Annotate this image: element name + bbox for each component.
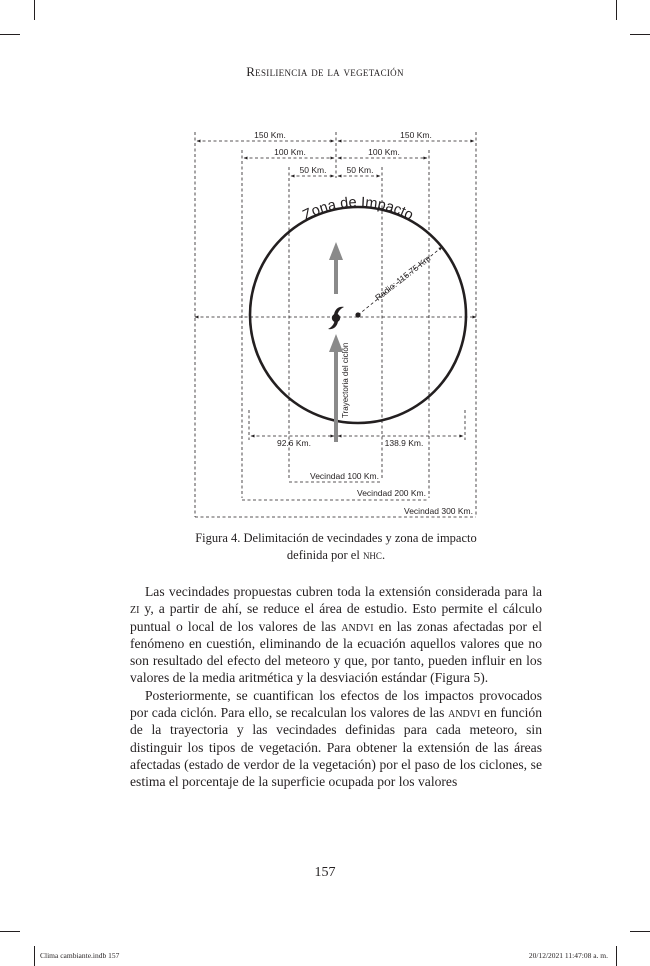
- caption-line: [130, 547, 542, 564]
- crop-mark: [34, 946, 35, 966]
- trajectory-label: Trayectoria del ciclón: [341, 342, 350, 418]
- abbr-andvi: andvi: [448, 705, 481, 721]
- figure-caption: [130, 530, 542, 564]
- dimension-label: 150 Km.: [254, 130, 286, 140]
- crop-mark: [630, 931, 650, 932]
- dimension-label: 50 Km.: [346, 165, 374, 175]
- caption-text: .: [381, 548, 386, 562]
- caption-line: Figura 4. Delimitación de vecindades y zona de impacto: [195, 531, 477, 545]
- slug-right: 20/12/2021 11:47:08 a. m.: [528, 951, 608, 960]
- text-run: en función de la trayectoria y las vecindades definidas para cada meteoro, sin distinguir los tipos de vegetación. Para obtener la extensión de las áreas afectadas (estado de verdor de la vegetación) por el paso de los ciclones, se estima el porcentaje de la superficie ocupada por los valores: [130, 705, 542, 790]
- crop-mark: [616, 946, 617, 966]
- caption-abbr: nhc: [362, 548, 382, 562]
- page-number: 157: [314, 865, 336, 880]
- running-head: Resiliencia de la vegetación: [246, 64, 404, 79]
- paragraph: [130, 687, 542, 791]
- vicinity-100-label: Vecindad 100 Km.: [310, 471, 379, 481]
- radius-label: Radio: 115.75 Km: [373, 253, 433, 303]
- dimension-label: 138.9 Km.: [384, 438, 424, 448]
- abbr-zi: zi: [130, 601, 140, 617]
- text-run: en las zonas afectadas por el fenómeno en cuestión, eliminando de la ecuación aquellos valores que no son resultado del efecto del meteoro y que, por tanto, pueden influir en los valores de la media aritmética y la desviación estándar (Figura 5).: [130, 618, 543, 686]
- hurricane-icon: [328, 307, 344, 329]
- trajectory-arrow-head: [329, 242, 343, 260]
- slug-left: Clima cambiante.indb 157: [40, 951, 120, 960]
- paragraph: [130, 583, 542, 687]
- circle-center: [355, 312, 360, 317]
- dimension-label: 92.6 Km.: [276, 438, 312, 448]
- dimension-label: 100 Km.: [274, 147, 306, 157]
- caption-text: definida por el: [286, 548, 363, 562]
- abbr-andvi: andvi: [341, 618, 374, 634]
- dimension-label: 150 Km.: [400, 130, 432, 140]
- text-run: Posteriormente, se cuantifican los efectos de los impactos provocados por cada ciclón. Para ello, se recalculan los valores de las: [130, 687, 542, 721]
- trajectory-arrow-lower: [334, 350, 338, 442]
- text-run: y, a partir de ahí, se reduce el área de estudio. Esto permite el cálculo puntual o local de los valores de las: [130, 601, 542, 634]
- dimension-label: 50 Km.: [299, 165, 327, 175]
- vicinity-300-label: Vecindad 300 Km.: [404, 506, 473, 516]
- trajectory-arrow-upper: [334, 258, 338, 294]
- vicinity-200-label: Vecindad 200 Km.: [357, 488, 426, 498]
- crop-mark: [0, 931, 20, 932]
- dimension-label: 100 Km.: [368, 147, 400, 157]
- text-run: Las vecindades propuestas cubren toda la extensión considerada para la: [145, 584, 542, 599]
- body-text: [130, 583, 542, 791]
- zone-label: Zona de Impacto: [300, 194, 416, 224]
